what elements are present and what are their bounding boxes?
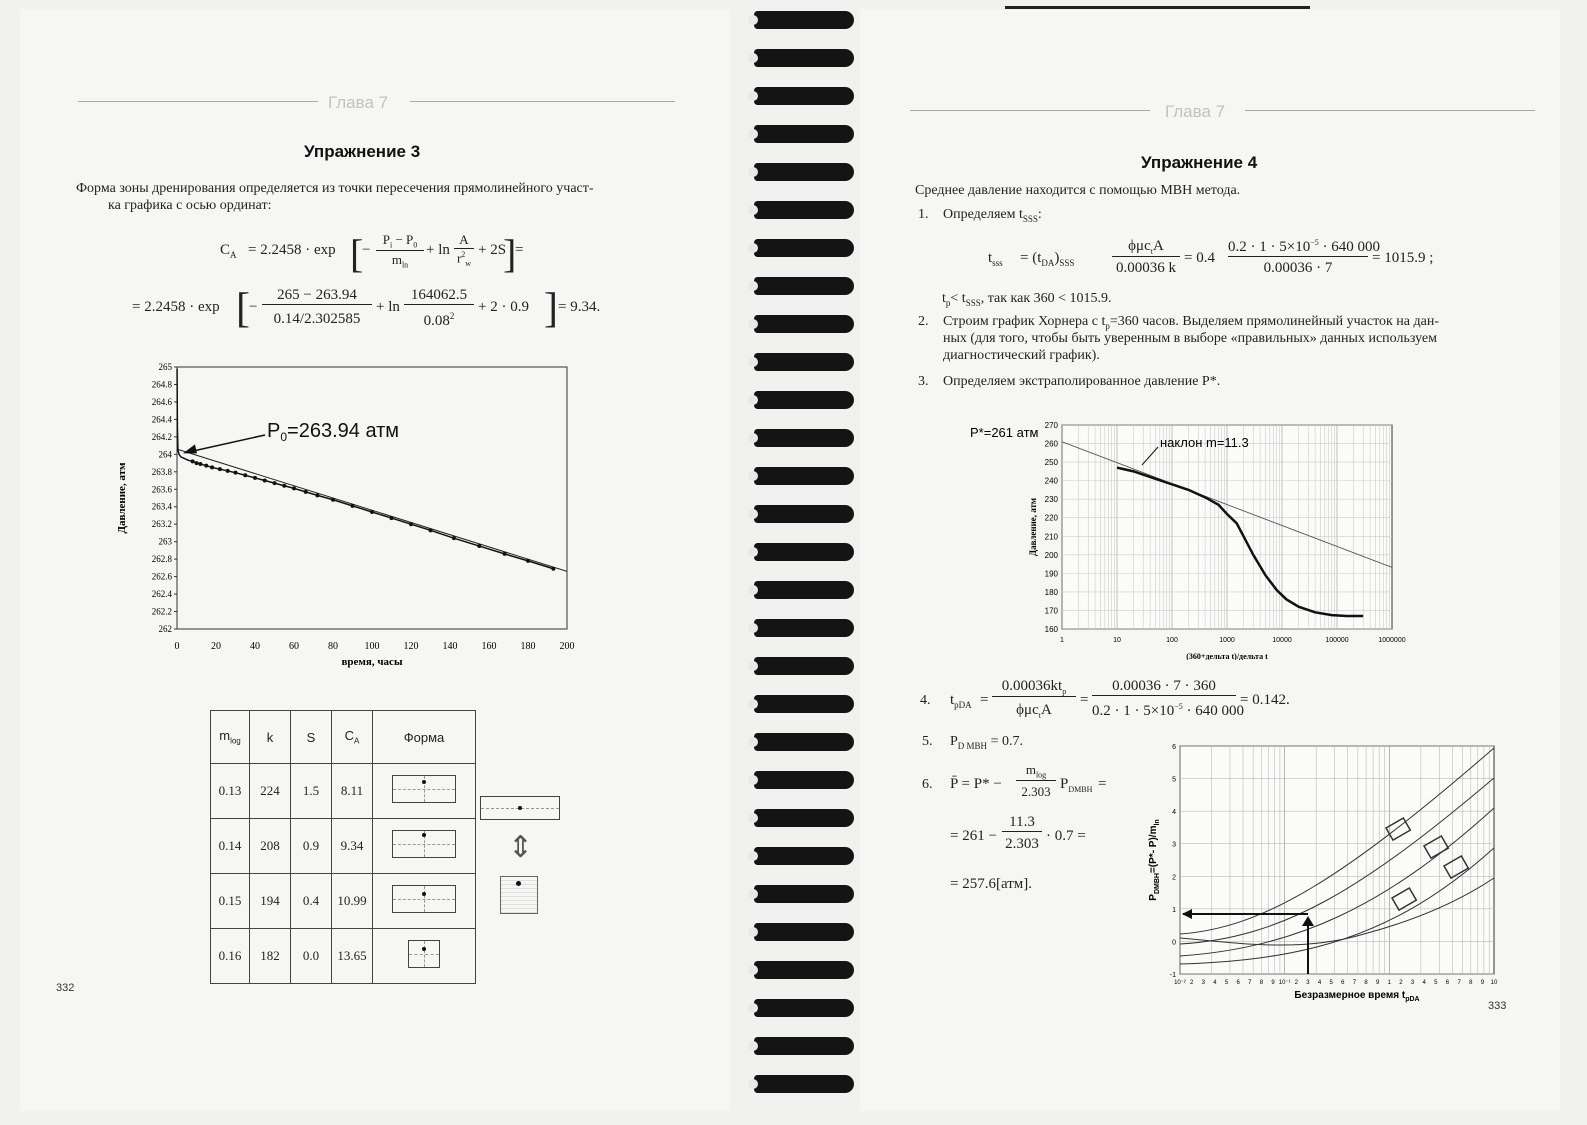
data-point — [226, 469, 230, 473]
plot-area — [1180, 746, 1494, 974]
step-1-text: Определяем $t_{SSS}$: — [943, 207, 1042, 224]
x-tick-label: 1 — [1060, 637, 1064, 644]
table-row — [211, 764, 476, 819]
x-tick-label: 100000 — [1325, 637, 1349, 644]
top-edge-rule — [1005, 6, 1310, 9]
data-point — [282, 484, 286, 488]
formula-avg-pressure: P̄ = P* − $m_{log}$ 2.303 $P_{DMBH}$ = — [950, 762, 1107, 799]
y-tick-label: 170 — [1044, 606, 1058, 616]
formula-ca: $C_A$ = 2.2458 · exp [ − $P_i - P_0$ $m_{ln}$ + ln A $r^2_w$ + 2S ] = — [220, 231, 524, 276]
y-tick-label: 262.8 — [151, 554, 172, 565]
x-tick-label: 9 — [1480, 980, 1485, 986]
x-axis-label: время, часы — [341, 656, 403, 668]
table-cell: 194 — [250, 874, 291, 929]
left-page — [20, 10, 730, 1110]
y-tick-label: 262.2 — [151, 606, 172, 617]
x-tick-label: 200 — [559, 641, 575, 652]
y-tick-label: 264 — [158, 449, 172, 460]
x-axis-label: (360+дельта t)/дельта t — [1186, 652, 1268, 660]
x-tick-label: 40 — [250, 641, 260, 652]
table-row — [211, 874, 476, 929]
header-rule-left — [78, 101, 318, 102]
data-point — [263, 479, 267, 483]
y-axis-label: $P_{DMBH}=(P*-$ $P)/m_{ln}$ — [1148, 819, 1161, 901]
formula-tpda: $t_{pDA}$ = $0.00036kt_p$ ϕμc$_t$A = 0.00036 · 7 · 360 $0.2 \cdot 1 \cdot 5\times 10^{-5} \cdot 640$ 000 = 0.142. — [950, 678, 1290, 720]
y-tick-label: 240 — [1044, 476, 1058, 486]
binding-ring — [748, 312, 856, 338]
binding-ring — [748, 730, 856, 756]
binding-ring — [748, 1072, 856, 1098]
data-point — [234, 471, 238, 475]
y-tick-label: 264.6 — [151, 396, 172, 407]
x-tick-label: 1000 — [1219, 637, 1235, 644]
x-tick-label: 3 — [1410, 980, 1415, 986]
drainage-shape — [408, 940, 440, 968]
step-3-num: 3. — [918, 374, 929, 389]
step-4-num: 4. — [920, 693, 931, 708]
x-tick-label: 80 — [328, 641, 338, 652]
binding-ring — [748, 350, 856, 376]
binding-ring — [748, 46, 856, 72]
y-tick-label: 1 — [1172, 906, 1176, 914]
x-tick-label: 100 — [364, 641, 380, 652]
page-number: 333 — [1488, 1000, 1507, 1012]
y-tick-label: 270 — [1044, 421, 1058, 430]
y-tick-label: 263.2 — [151, 519, 172, 530]
x-tick-label: 10⁻¹ — [1278, 980, 1291, 986]
formula-ca-numeric: = 2.2458 · exp [ − 265 − 263.94 0.14/2.302585 + ln 164062.5 $0.08^2$ + 2 · 0.9 ] = 9.34. — [132, 286, 601, 332]
data-line — [177, 369, 553, 569]
formula-avg-pressure-result: = 257.6[атм]. — [950, 876, 1033, 892]
x-tick-label: 6 — [1341, 980, 1345, 986]
binding-ring — [748, 122, 856, 148]
data-point — [409, 522, 413, 526]
x-tick-label: 180 — [520, 641, 536, 652]
y-tick-label: 180 — [1044, 587, 1058, 597]
y-tick-label: 262 — [158, 624, 172, 634]
binding-ring — [748, 160, 856, 186]
table-cell: 0.13 — [211, 764, 250, 819]
y-tick-label: 5 — [1172, 776, 1176, 784]
x-tick-label: 3 — [1306, 980, 1310, 986]
table-row — [211, 819, 476, 874]
x-tick-label: 2 — [1189, 980, 1194, 986]
data-point — [243, 473, 247, 477]
data-point — [370, 510, 374, 514]
y-tick-label: 200 — [1044, 550, 1058, 560]
binding-ring — [748, 388, 856, 414]
table-cell: 182 — [250, 929, 291, 984]
data-point — [503, 552, 507, 556]
data-point — [198, 462, 202, 466]
x-tick-label: 120 — [403, 641, 419, 652]
table-header-row — [211, 711, 476, 764]
y-tick-label: 190 — [1044, 569, 1058, 579]
header-rule-right — [410, 101, 675, 102]
data-point — [526, 559, 530, 563]
y-tick-label: 264.2 — [151, 431, 172, 442]
y-tick-label: 250 — [1044, 458, 1058, 468]
table-cell: 9.34 — [332, 819, 373, 874]
shape-cell — [373, 874, 476, 929]
formula-avg-pressure-2: = 261 − 11.3 2.303 · 0.7 = — [950, 814, 1086, 852]
shape-factor-table — [210, 710, 476, 984]
y-tick-label: 2 — [1172, 874, 1176, 882]
x-tick-label: 9 — [1271, 980, 1275, 986]
x-tick-label: 10⁻² — [1174, 980, 1186, 986]
data-point — [210, 465, 214, 469]
y-tick-label: 220 — [1044, 513, 1058, 523]
formula-tsss: $t_{sss}$ = $(t_{DA})_{SSS}$ ϕμc$_t$A 0.00036 k = 0.4 $0.2 \cdot 1 \cdot 5\times 10^{-5} \cdot 640$ 000 0.00036 · 7 = 1015.9 ; — [988, 238, 1434, 276]
annotation-p0: $P_0=263.94$ атм — [267, 420, 400, 444]
step-6-num: 6. — [922, 777, 933, 792]
intro-line-2: ка графика с осью ординат: — [108, 198, 272, 213]
y-tick-label: 4 — [1172, 809, 1176, 817]
x-tick-label: 160 — [481, 641, 497, 652]
chapter-header: Глава 7 — [328, 93, 389, 112]
binding-ring — [748, 198, 856, 224]
x-tick-label: 6 — [1236, 980, 1240, 986]
shape-cell — [373, 764, 476, 819]
x-tick-label: 5 — [1329, 980, 1333, 986]
data-point — [204, 464, 208, 468]
header-rule-right — [1245, 110, 1535, 111]
page-number: 332 — [56, 982, 75, 994]
x-tick-label: 4 — [1213, 980, 1217, 986]
data-point — [292, 486, 296, 490]
data-point — [331, 498, 335, 502]
x-tick-label: 60 — [289, 641, 299, 652]
step-3-text: Определяем экстраполированное давление Р*. — [943, 374, 1221, 389]
exercise-title: Упражнение 4 — [1141, 153, 1258, 172]
step-2-line-1: Строим график Хорнера с $t_p=360$ часов. Выделяем прямолинейный участок на дан- — [943, 314, 1440, 331]
table-cell: 0.9 — [291, 819, 332, 874]
table-cell: 0.4 — [291, 874, 332, 929]
y-tick-label: 263.4 — [151, 501, 172, 512]
y-tick-label: 262.4 — [151, 589, 172, 600]
drainage-shape — [392, 775, 456, 803]
binding-ring — [748, 8, 856, 34]
table-cell: 0.0 — [291, 929, 332, 984]
x-tick-label: 10 — [1113, 637, 1121, 644]
y-tick-label: 264.4 — [151, 414, 172, 425]
shape-cell — [373, 929, 476, 984]
x-axis-label: Безразмерное время $t_{pDA}$ — [1294, 990, 1420, 1003]
binding-ring — [748, 84, 856, 110]
table-cell: 0.15 — [211, 874, 250, 929]
intro: Среднее давление находится с помощью МВН метода. — [915, 183, 1241, 198]
header-k: k — [250, 711, 291, 764]
data-point — [195, 461, 199, 465]
step-5-text: $P_{D МВН} = 0.7$. — [950, 734, 1023, 751]
shape-cell — [373, 819, 476, 874]
annotation-arrowhead — [183, 444, 197, 453]
binding-ring — [748, 274, 856, 300]
y-tick-label: 3 — [1172, 841, 1176, 849]
x-tick-label: 3 — [1201, 980, 1205, 986]
x-tick-label: 1000000 — [1378, 637, 1406, 644]
pressure-time-chart — [115, 355, 595, 675]
binding-ring — [748, 464, 856, 490]
annotation-arrow — [187, 435, 265, 452]
x-tick-label: 7 — [1457, 980, 1461, 986]
table-cell: 1.5 — [291, 764, 332, 819]
x-tick-label: 4 — [1317, 980, 1322, 986]
x-tick-label: 7 — [1352, 980, 1357, 986]
x-tick-label: 10 — [1490, 980, 1498, 986]
compare-line: $t_p< t_{SSS}$, так как 360 < 1015.9. — [942, 291, 1112, 308]
table-cell: 224 — [250, 764, 291, 819]
binding-ring — [748, 958, 856, 984]
slope-label: наклон m=11.3 — [1160, 435, 1249, 450]
x-tick-label: 8 — [1259, 980, 1264, 986]
x-tick-label: 4 — [1422, 980, 1426, 986]
binding-ring — [748, 996, 856, 1022]
spiral-binding — [748, 0, 860, 1125]
header-mlog: $m_{log}$ — [211, 711, 250, 764]
y-tick-label: 262.6 — [151, 571, 172, 582]
table-cell: 10.99 — [332, 874, 373, 929]
data-point — [304, 490, 308, 494]
binding-ring — [748, 920, 856, 946]
exercise-title: Упражнение 3 — [304, 142, 421, 161]
step-2-line-3: диагностический график). — [943, 348, 1100, 363]
x-tick-label: 8 — [1469, 980, 1473, 986]
data-point — [390, 516, 394, 520]
y-tick-label: 264.8 — [151, 379, 172, 390]
step-5-num: 5. — [922, 734, 933, 749]
y-tick-label: -1 — [1169, 972, 1176, 979]
data-point — [477, 544, 481, 548]
y-tick-label: 263.6 — [151, 484, 172, 495]
table-cell: 208 — [250, 819, 291, 874]
y-tick-label: 160 — [1044, 625, 1058, 634]
binding-ring — [748, 882, 856, 908]
x-tick-label: 2 — [1294, 980, 1298, 986]
binding-ring — [748, 540, 856, 566]
plot-area — [177, 367, 567, 629]
y-axis-label: Давление, атм — [116, 462, 128, 534]
y-tick-label: 210 — [1044, 532, 1058, 542]
binding-ring — [748, 1034, 856, 1060]
x-tick-label: 7 — [1248, 980, 1252, 986]
data-point — [315, 493, 319, 497]
x-tick-label: 0 — [174, 641, 180, 652]
x-tick-label: 6 — [1445, 980, 1450, 986]
table-cell: 0.14 — [211, 819, 250, 874]
y-axis-label: Давление, атм — [1028, 497, 1038, 557]
binding-ring — [748, 578, 856, 604]
shape-square-illustration — [500, 876, 538, 914]
x-tick-label: 5 — [1434, 980, 1438, 986]
step-1-num: 1. — [918, 207, 929, 222]
y-tick-label: 263 — [158, 536, 172, 547]
data-point — [191, 459, 195, 463]
right-page — [860, 10, 1560, 1110]
data-point — [452, 536, 456, 540]
data-point — [218, 467, 222, 471]
table-row — [211, 929, 476, 984]
header-ca: $C_A$ — [332, 711, 373, 764]
drainage-shape — [392, 885, 456, 913]
mbh-chart — [1144, 738, 1504, 1008]
x-tick-label: 5 — [1224, 980, 1229, 986]
x-tick-label: 1 — [1387, 980, 1392, 986]
binding-ring — [748, 236, 856, 262]
x-tick-label: 10000 — [1272, 637, 1292, 644]
binding-ring — [748, 654, 856, 680]
binding-ring — [748, 616, 856, 642]
x-tick-label: 100 — [1166, 637, 1178, 644]
x-tick-label: 2 — [1399, 980, 1403, 986]
binding-ring — [748, 426, 856, 452]
table-cell: 8.11 — [332, 764, 373, 819]
data-point — [551, 567, 555, 571]
binding-ring — [748, 844, 856, 870]
step-2-line-2: ных (для того, чтобы быть уверенным в выборе «правильных» данных используем — [943, 331, 1437, 346]
data-point — [253, 476, 257, 480]
header-s: S — [291, 711, 332, 764]
shape-rect-illustration — [480, 796, 560, 820]
drainage-shape — [392, 830, 456, 858]
x-tick-label: 140 — [442, 641, 458, 652]
y-tick-label: 263.8 — [151, 466, 172, 477]
data-point — [273, 481, 277, 485]
y-tick-label: 265 — [158, 362, 172, 372]
x-tick-label: 9 — [1376, 980, 1380, 986]
binding-ring — [748, 502, 856, 528]
y-tick-label: 230 — [1044, 495, 1058, 505]
x-tick-label: 8 — [1364, 980, 1368, 986]
horner-chart — [970, 405, 1440, 660]
data-point — [351, 504, 355, 508]
x-tick-label: 20 — [211, 641, 221, 652]
table-cell: 0.16 — [211, 929, 250, 984]
data-point — [429, 528, 433, 532]
table-cell: 13.65 — [332, 929, 373, 984]
intro-line-1: Форма зоны дренирования определяется из точки пересечения прямолинейного участ- — [76, 181, 594, 196]
binding-ring — [748, 806, 856, 832]
binding-ring — [748, 692, 856, 718]
binding-ring — [748, 768, 856, 794]
y-tick-label: 260 — [1044, 439, 1058, 449]
chapter-header: Глава 7 — [1165, 102, 1226, 121]
p-star-label: P*=261 атм — [970, 425, 1039, 440]
step-2-num: 2. — [918, 314, 929, 329]
header-shape: Форма — [373, 711, 476, 764]
header-rule-left — [910, 110, 1150, 111]
y-tick-label: 6 — [1172, 744, 1176, 751]
double-arrow-icon: ⇕ — [508, 830, 534, 865]
y-tick-label: 0 — [1172, 939, 1176, 947]
